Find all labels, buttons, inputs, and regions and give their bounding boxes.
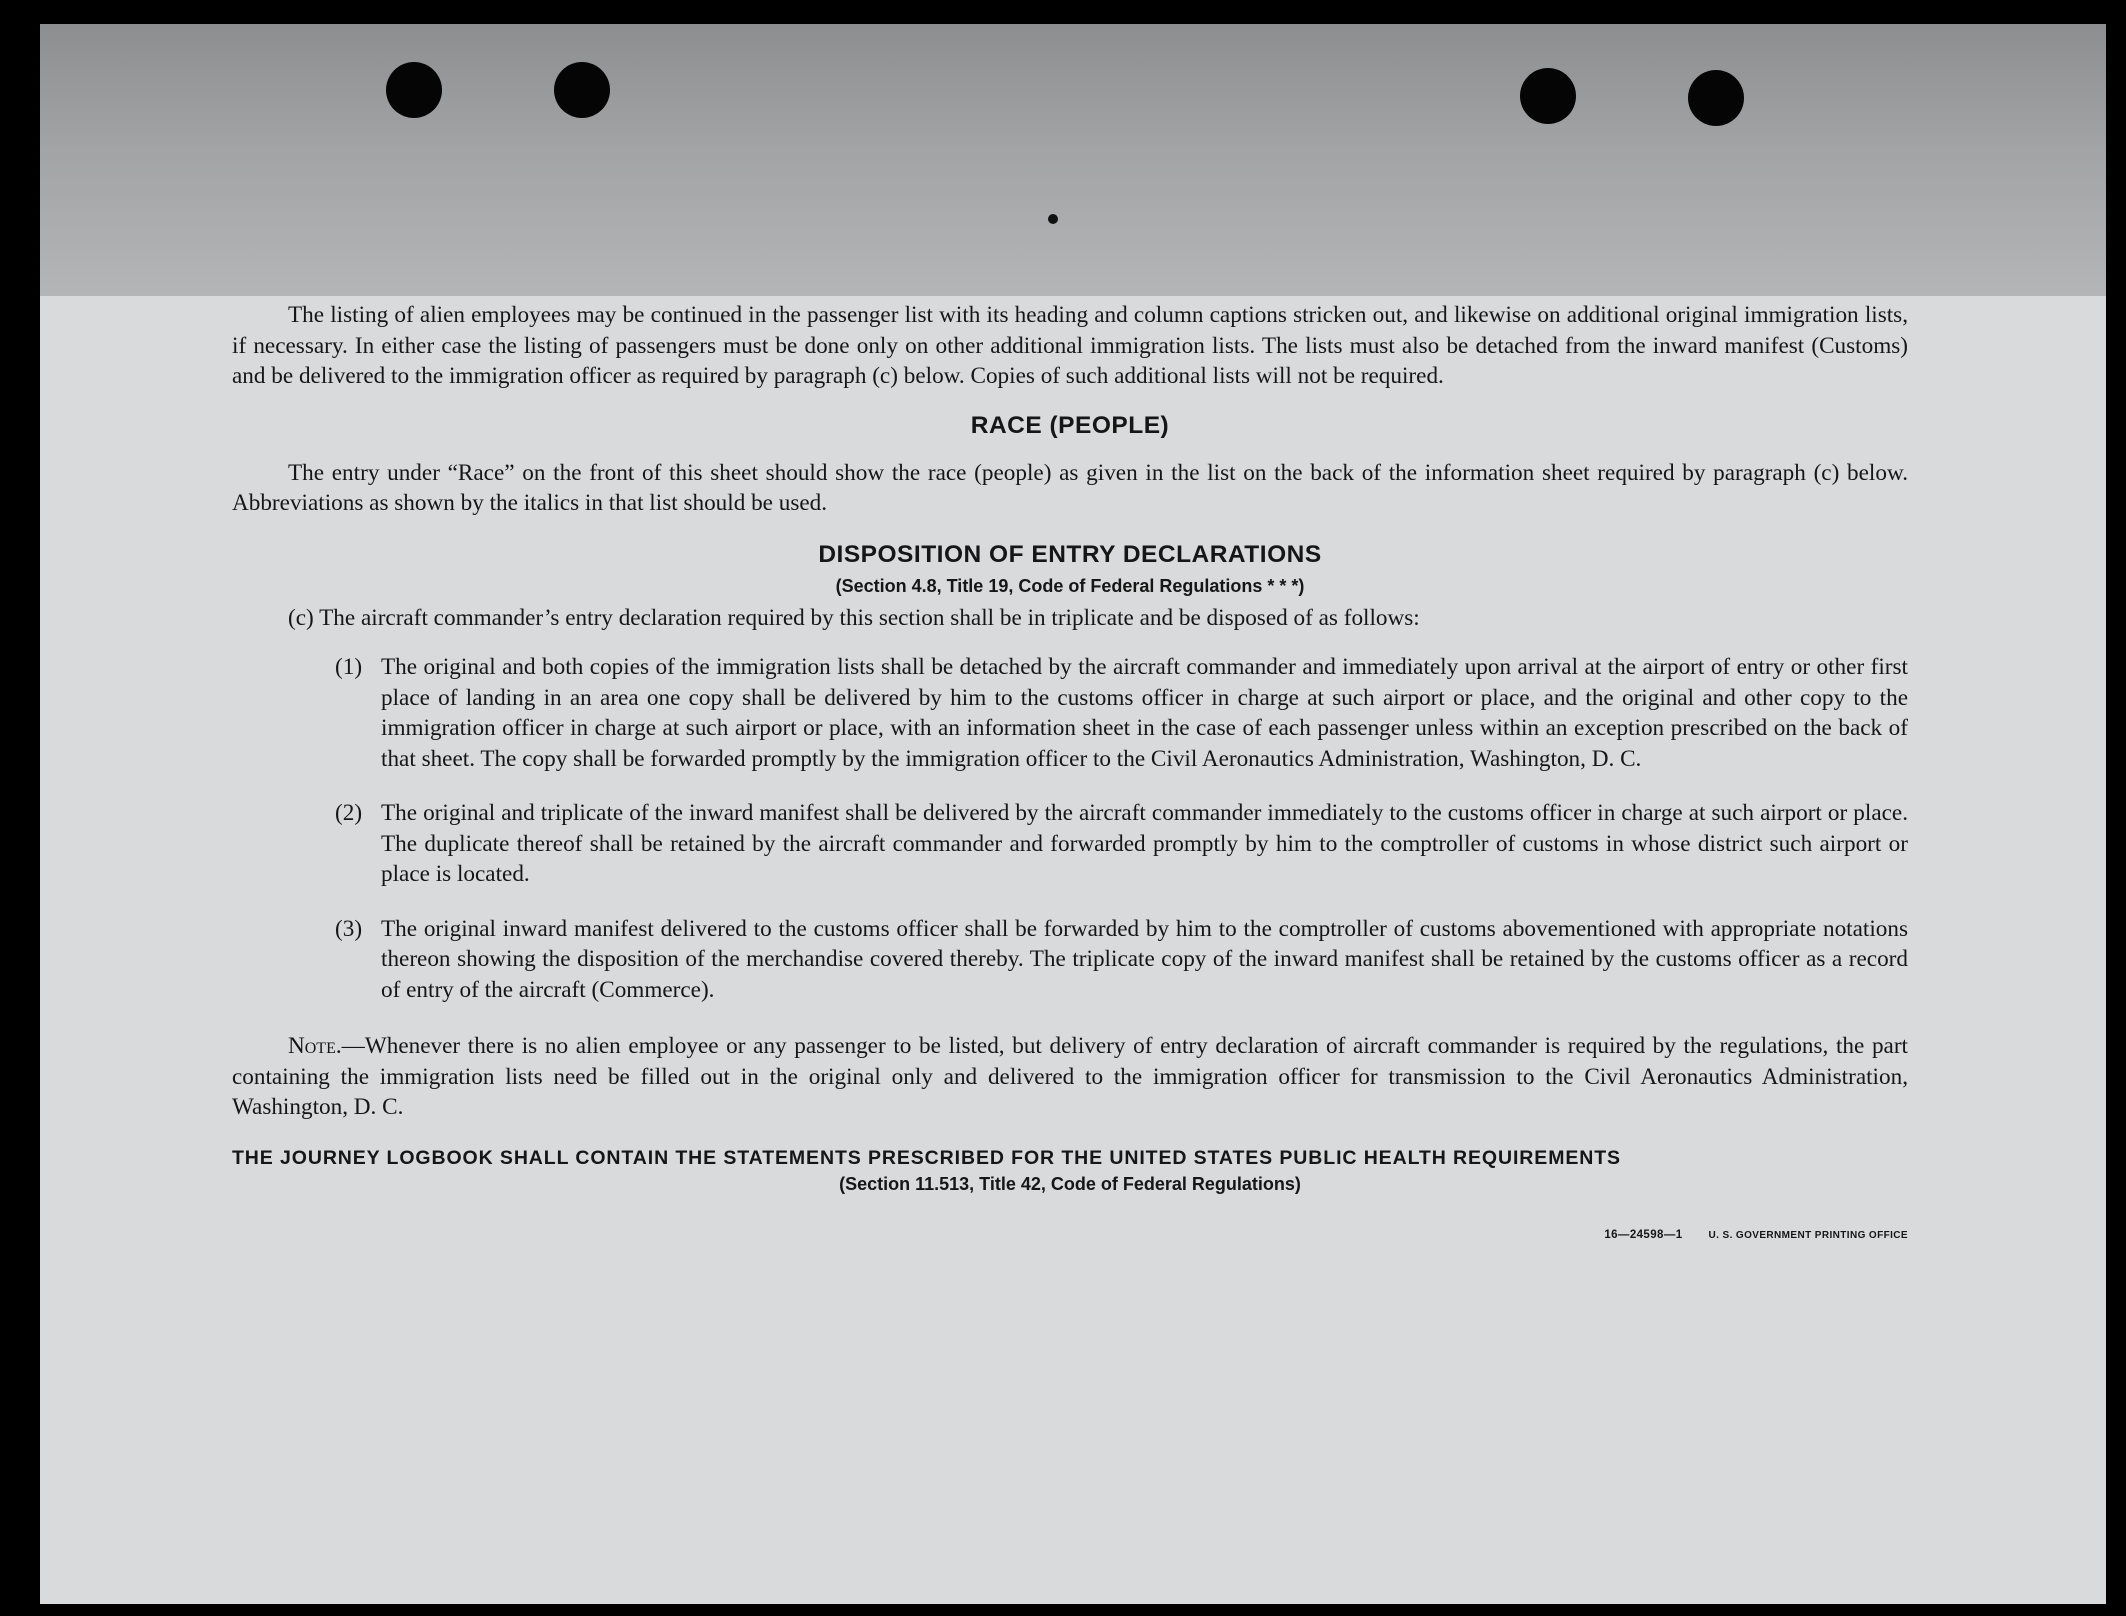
item-marker: (2) <box>335 800 363 826</box>
ink-dot <box>1048 214 1058 224</box>
disposition-heading: DISPOSITION OF ENTRY DECLARATIONS <box>818 540 1322 568</box>
instructions-body <box>232 300 1908 1241</box>
form-number: 16—24598—1 <box>1604 1228 1683 1241</box>
item-text: The original inward manifest delivered to the customs officer shall be forwarded by him to the comptroller of customs abovementioned with appropriate notations thereon showing the disposition of the merchandise covered thereby. The triplicate copy of the inward manifest shall be retained by the customs officer as a record of entry of the aircraft (Commerce). <box>381 915 1908 1003</box>
item-text: The original and both copies of the immigration lists shall be detached by the aircraft commander and immediately upon arrival at the airport of entry or other first place of landing in an area one copy shall be delivered by him to the customs officer in charge at such airport or place, and the original and other copy to the immigration officer in charge at such airport or place, with an information sheet in the case of each passenger unless within an exception prescribed on the back of that sheet. The copy shall be forwarded promptly by the immigration officer to the Civil Aeronautics Administration, Washington, D. C. <box>381 654 1908 772</box>
printer-imprint <box>232 1229 1908 1241</box>
alien-employees-paragraph: The listing of alien employees may be continued in the passenger list with its heading and column captions stricken out, and likewise on additional original immigration lists, if necessary. In either case the listing of passengers must be done only on other additional immigration lists. The lists must also be detached from the inward manifest (Customs) and be delivered to the immigration officer as required by paragraph (c) below. Copies of such additional lists will not be required. <box>232 302 1908 389</box>
note-text: —Whenever there is no alien employee or any passenger to be listed, but delivery of entry declaration of aircraft commander is required by the regulations, the part containing the immigration lists need be filled out in the original only and delivered to the immigration officer for transmission to the Civil Aeronautics Administration, Washington, D. C. <box>232 1033 1908 1120</box>
folded-stub <box>40 24 2106 296</box>
punch-hole <box>554 62 610 118</box>
document-sheet <box>40 24 2106 1604</box>
item-marker: (3) <box>335 915 363 942</box>
disposition-citation: (Section 4.8, Title 19, Code of Federal Regulations * * *) <box>835 575 1305 596</box>
disposition-item-3 <box>335 914 1908 1006</box>
note-lead: Note. <box>288 1033 342 1059</box>
note-paragraph <box>232 1031 1908 1123</box>
race-heading: RACE (PEOPLE) <box>970 411 1170 439</box>
punch-hole <box>386 62 442 118</box>
disposition-intro: (c) The aircraft commander’s entry declaration required by this section shall be in triplicate and be disposed of as follows: <box>288 604 1420 631</box>
race-paragraph: The entry under “Race” on the front of this sheet should show the race (people) as given in the list on the back of the information sheet required by paragraph (c) below. Abbreviations as shown by the italics in that list should be used. <box>232 459 1908 516</box>
disposition-item-1 <box>335 652 1908 774</box>
printing-office: U. S. GOVERNMENT PRINTING OFFICE <box>1708 1229 1908 1241</box>
punch-hole <box>1688 70 1744 126</box>
health-statement: THE JOURNEY LOGBOOK SHALL CONTAIN THE STATEMENTS PRESCRIBED FOR THE UNITED STATES PUBLIC HEALTH REQUIREMENTS <box>232 1146 1621 1169</box>
punch-hole <box>1520 68 1576 124</box>
item-text: The original and triplicate of the inward manifest shall be delivered by the aircraft commander immediately to the customs officer in charge at such airport or place. The duplicate thereof shall be retained by the aircraft commander and forwarded promptly by him to the comptroller of customs in whose district such airport or place is located. <box>381 800 1908 887</box>
item-marker: (1) <box>335 654 363 680</box>
disposition-item-2 <box>335 798 1908 890</box>
health-citation: (Section 11.513, Title 42, Code of Federal Regulations) <box>839 1173 1301 1194</box>
